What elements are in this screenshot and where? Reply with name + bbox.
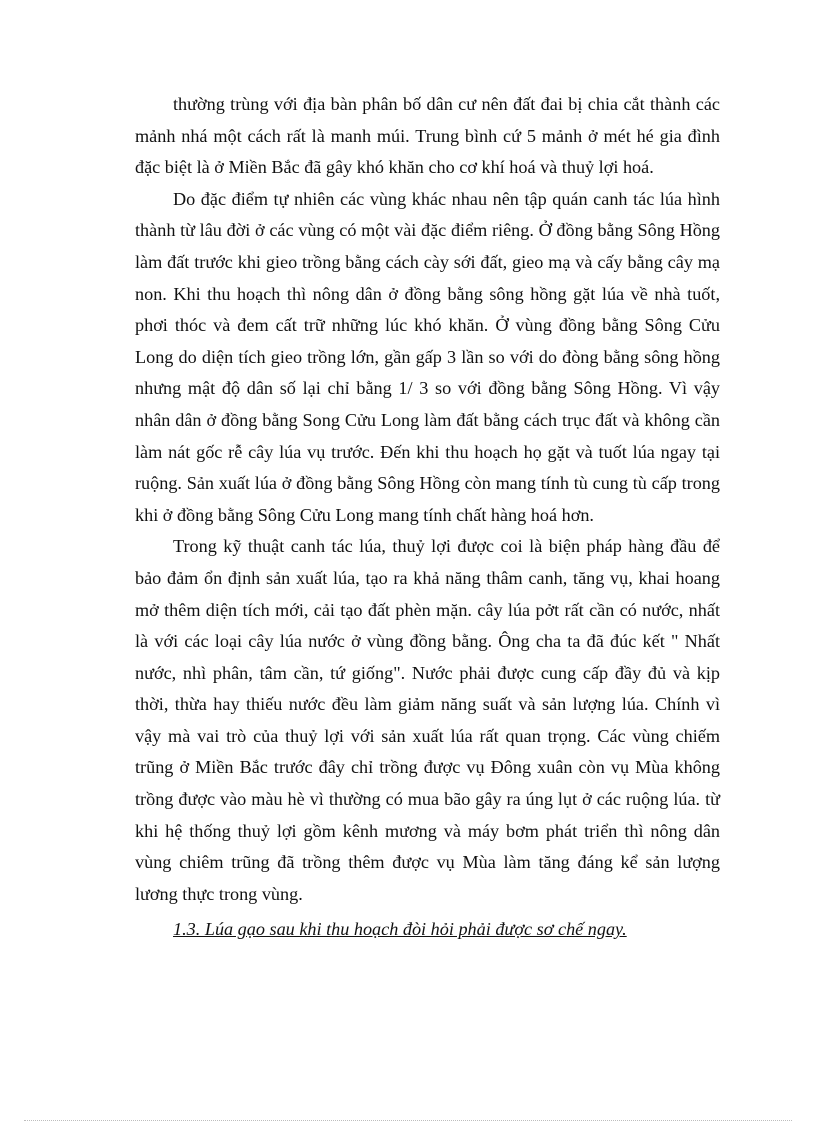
page-bottom-divider (24, 1120, 792, 1121)
paragraph-continued: thường trùng với địa bàn phân bố dân cư nên đất đai bị chia cắt thành các mảnh nhá một cách rất là manh múi. Trung bình cứ 5 mảnh ở mét hé gia đình đặc biệt là ở Miền Bắc đã gây khó khăn cho cơ khí hoá và thuỷ lợi hoá. (135, 94, 720, 178)
paragraph-irrigation: Trong kỹ thuật canh tác lúa, thuỷ lợi được coi là biện pháp hàng đầu để bảo đảm ổn định sản xuất lúa, tạo ra khả năng thâm canh, tăng vụ, khai hoang mở thêm diện tích mới, cải tạo đất phèn mặn. cây lúa pởt rất cần có nước, nhất là với các loại cây lúa nước ở vùng đồng bằng. Ông cha ta đã đúc kết " Nhất nước, nhì phân, tâm cần, tứ giống". Nước phải được cung cấp đầy đủ và kịp thời, thừa hay thiếu nước đều làm giảm năng suất và sản lượng lúa. Chính vì vậy mà vai trò của thuỷ lợi với sản xuất lúa rất quan trọng. Các vùng chiếm trũng ở Miền Bắc trước đây chỉ trồng được vụ Đông xuân còn vụ Mùa không trồng được vào màu hè vì thường có mua bão gây ra úng lụt ở các ruộng lúa. từ khi hệ thống thuỷ lợi gồm kênh mương và máy bơm phát triển thì nông dân vùng chiêm trũng đã trồng thêm được vụ Mùa làm tăng đáng kể sản lượng lương thực trong vùng. (135, 536, 720, 904)
section-heading: 1.3. Lúa gạo sau khi thu hoạch đòi hỏi phải được sơ chế ngay. (173, 919, 627, 940)
document-page (135, 89, 720, 946)
paragraph-farming-practices: Do đặc điểm tự nhiên các vùng khác nhau nên tập quán canh tác lúa hình thành từ lâu đời ở các vùng có một vài đặc điểm riêng. Ở đồng bằng Sông Hồng làm đất trước khi gieo trồng bằng cách cày sới đất, gieo mạ và cấy bằng cây mạ non. Khi thu hoạch thì nông dân ở đồng bằng sông hồng gặt lúa về nhà tuốt, phơi thóc và đem cất trữ những lúc khó khăn. Ở vùng đồng bằng Sông Cửu Long do diện tích gieo trồng lớn, gần gấp 3 lần so với do đòng bằng sông hồng nhưng mật độ dân số lại chỉ bằng 1/ 3 so với đồng bằng Sông Hồng. Vì vậy nhân dân ở đồng bằng Song Cửu Long làm đất bằng cách trục đất và không cần làm nát gốc rễ cây lúa vụ trước. Đến khi thu hoạch họ gặt và tuốt lúa ngay tại ruộng. Sản xuất lúa ở đồng bằng Sông Hồng còn mang tính tù cung tù cấp trong khi ở đồng bằng Sông Cửu Long mang tính chất hàng hoá hơn. (135, 188, 720, 525)
